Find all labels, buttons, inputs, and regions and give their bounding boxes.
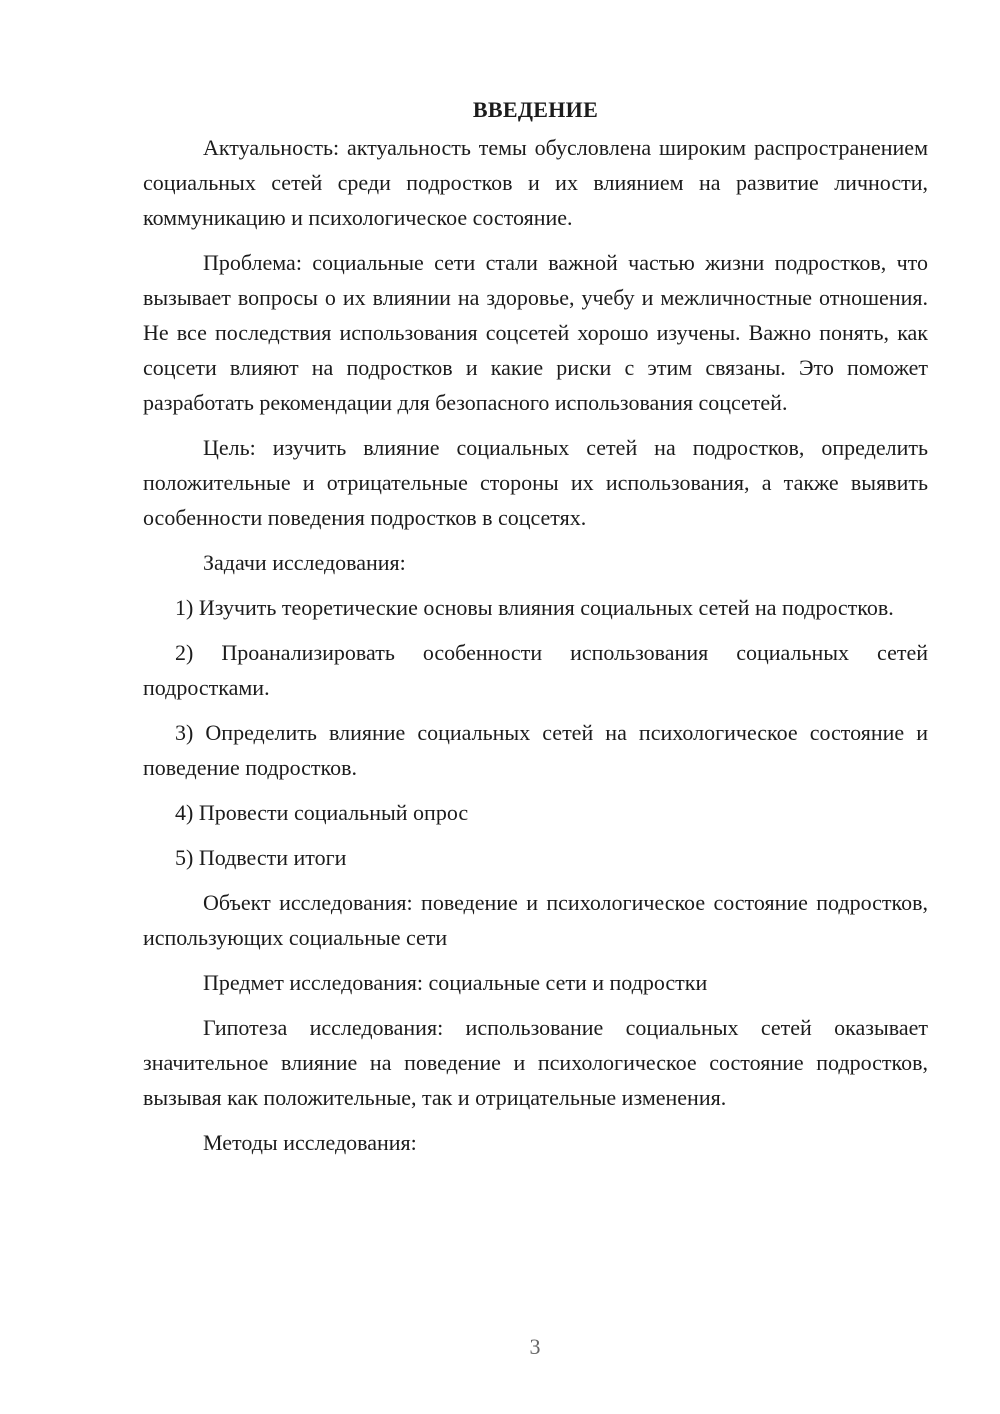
paragraph-hypothesis: Гипотеза исследования: использование социальных сетей оказывает значительное влияние на поведение и психологическое состояние подростков, вызывая как положительные, так и отрицательные изменения. (143, 1015, 928, 1110)
list-item-task-3: 3) Определить влияние социальных сетей на психологическое состояние и поведение подростков. (143, 720, 928, 780)
paragraph-goal: Цель: изучить влияние социальных сетей на подростков, определить положительные и отрицательные стороны их использования, а также выявить особенности поведения подростков в соцсетях. (143, 435, 928, 530)
paragraph-object: Объект исследования: поведение и психологическое состояние подростков, использующих социальные сети (143, 890, 928, 950)
list-item-task-5: 5) Подвести итоги (175, 845, 347, 870)
list-item-task-2: 2) Проанализировать особенности использования социальных сетей подростками. (143, 640, 928, 700)
paragraph-problem: Проблема: социальные сети стали важной частью жизни подростков, что вызывает вопросы о их влиянии на здоровье, учебу и межличностные отношения. Не все последствия использования соцсетей хорошо изучены. Важно понять, как соцсети влияют на подростков и какие риски с этим связаны. Это поможет разработать рекомендации для безопасного использования соцсетей. (143, 250, 928, 415)
paragraph-methods-title: Методы исследования: (203, 1130, 417, 1155)
section-heading: ВВЕДЕНИЕ (472, 97, 599, 122)
page-content (143, 92, 928, 1170)
page-number: 3 (529, 1334, 541, 1359)
paragraph-relevance: Актуальность: актуальность темы обусловлена широким распространением социальных сетей среди подростков и их влиянием на развитие личности, коммуникацию и психологическое состояние. (143, 135, 928, 230)
list-item-task-1: 1) Изучить теоретические основы влияния социальных сетей на подростков. (175, 595, 894, 620)
paragraph-tasks-title: Задачи исследования: (203, 550, 406, 575)
paragraph-subject: Предмет исследования: социальные сети и подростки (203, 970, 708, 995)
list-item-task-4: 4) Провести социальный опрос (175, 800, 469, 825)
